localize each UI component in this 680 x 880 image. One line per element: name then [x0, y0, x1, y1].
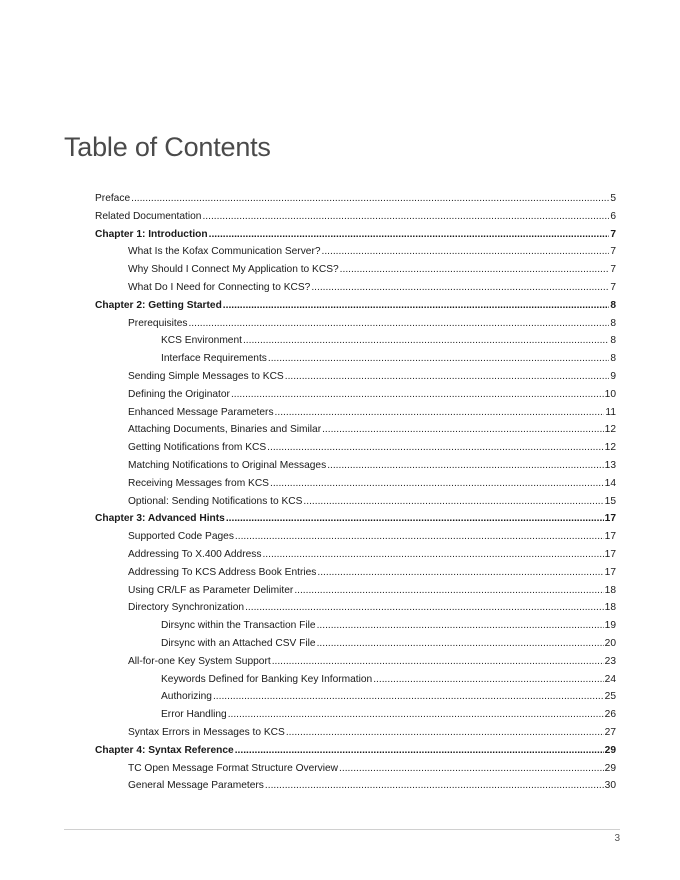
toc-entry-label: KCS Environment — [161, 335, 242, 347]
toc-entry[interactable] — [95, 653, 616, 671]
dot-leader — [243, 332, 609, 350]
toc-chapter-entry[interactable] — [95, 297, 616, 315]
dot-leader — [223, 297, 610, 315]
toc-entry-page-number: 8 — [610, 335, 616, 347]
toc-entry-page-number: 8 — [610, 299, 616, 311]
toc-entry[interactable] — [95, 190, 616, 208]
toc-entry-label: Authorizing — [161, 691, 212, 703]
toc-entry-page-number: 29 — [604, 762, 616, 774]
toc-entry-label: Optional: Sending Notifications to KCS — [128, 495, 303, 507]
toc-entry-page-number: 8 — [610, 353, 616, 365]
toc-entry-page-number: 24 — [604, 673, 616, 685]
toc-entry[interactable] — [95, 706, 616, 724]
dot-leader — [265, 777, 604, 795]
toc-entry-label: Dirsync with an Attached CSV File — [161, 637, 316, 649]
dot-leader — [317, 635, 604, 653]
toc-entry-label: Error Handling — [161, 709, 227, 721]
toc-entry-label: Chapter 2: Getting Started — [95, 299, 222, 311]
dot-leader — [322, 243, 610, 261]
toc-entry-page-number: 17 — [604, 531, 616, 543]
toc-entry-label: Receiving Messages from KCS — [128, 477, 269, 489]
toc-entry-label: Chapter 1: Introduction — [95, 228, 208, 240]
dot-leader — [373, 671, 603, 689]
toc-entry-label: Supported Code Pages — [128, 531, 234, 543]
toc-entry-page-number: 5 — [610, 193, 616, 204]
page-title: Table of Contents — [64, 132, 271, 162]
toc-entry-label: General Message Parameters — [128, 780, 264, 792]
toc-entry-page-number: 29 — [604, 744, 616, 756]
toc-entry[interactable] — [95, 599, 616, 617]
dot-leader — [270, 475, 604, 493]
toc-entry-label: TC Open Message Format Structure Overview — [128, 762, 339, 774]
toc-entry[interactable] — [95, 386, 616, 404]
toc-entry[interactable] — [95, 493, 616, 511]
toc-entry-page-number: 6 — [610, 210, 616, 222]
toc-entry[interactable] — [95, 724, 616, 742]
toc-entry-page-number: 12 — [604, 442, 616, 454]
toc-entry[interactable] — [95, 457, 616, 475]
toc-entry-page-number: 7 — [610, 246, 616, 258]
toc-entry-page-number: 18 — [604, 584, 616, 596]
footer-divider — [64, 829, 620, 830]
toc-entry-page-number: 17 — [604, 548, 616, 560]
toc-entry-label: Prerequisites — [128, 317, 188, 329]
toc-entry-page-number: 8 — [610, 317, 616, 329]
toc-entry-page-number: 7 — [610, 281, 616, 293]
toc-entry[interactable] — [95, 671, 616, 689]
dot-leader — [317, 617, 604, 635]
toc-entry-page-number: 11 — [605, 406, 616, 418]
toc-entry-page-number: 12 — [604, 424, 616, 436]
dot-leader — [131, 190, 609, 208]
dot-leader — [226, 510, 604, 528]
toc-entry-label: Matching Notifications to Original Messages — [128, 459, 327, 471]
toc-entry-label: Directory Synchronization — [128, 602, 245, 614]
toc-entry[interactable] — [95, 582, 616, 600]
dot-leader — [322, 421, 604, 439]
toc-entry-label: Attaching Documents, Binaries and Similar — [128, 424, 322, 436]
toc-entry-page-number: 17 — [604, 566, 616, 578]
toc-entry-page-number: 9 — [610, 370, 616, 382]
page-number: 3 — [614, 833, 620, 844]
dot-leader — [272, 653, 604, 671]
toc-entry[interactable] — [95, 332, 616, 350]
dot-leader — [235, 528, 604, 546]
dot-leader — [228, 706, 604, 724]
dot-leader — [311, 279, 609, 297]
toc-entry-label: Why Should I Connect My Application to KCS? — [128, 264, 339, 276]
dot-leader — [327, 457, 603, 475]
dot-leader — [245, 599, 604, 617]
dot-leader — [235, 742, 604, 760]
toc-entry-label: Defining the Originator — [128, 388, 230, 400]
toc-entry[interactable] — [95, 243, 616, 261]
toc-entry-label: Dirsync within the Transaction File — [161, 620, 316, 632]
toc-chapter-entry[interactable] — [95, 510, 616, 528]
toc-entry-page-number: 19 — [604, 620, 616, 632]
toc-entry-page-number: 26 — [604, 709, 616, 721]
toc-entry[interactable] — [95, 564, 616, 582]
toc-entry-label: Chapter 3: Advanced Hints — [95, 513, 225, 525]
dot-leader — [188, 315, 609, 333]
toc-entry-page-number: 14 — [604, 477, 616, 489]
toc-entry-page-number: 18 — [604, 602, 616, 614]
toc-entry-label: Keywords Defined for Banking Key Information — [161, 673, 373, 685]
toc-entry[interactable] — [95, 350, 616, 368]
toc-entry-page-number: 25 — [604, 691, 616, 703]
toc-entry-label: Getting Notifications from KCS — [128, 442, 267, 454]
dot-leader — [340, 261, 610, 279]
toc-entry[interactable] — [95, 617, 616, 635]
dot-leader — [285, 368, 610, 386]
toc-entry-label: Addressing To X.400 Address — [128, 548, 262, 560]
toc-entry[interactable] — [95, 475, 616, 493]
toc-entry[interactable] — [95, 688, 616, 706]
toc-entry-page-number: 17 — [604, 513, 616, 525]
toc-entry[interactable] — [95, 279, 616, 297]
toc-entry-page-number: 27 — [604, 726, 616, 738]
toc-entry-page-number: 7 — [610, 228, 616, 240]
toc-entry[interactable] — [95, 439, 616, 457]
toc-entry-label: Syntax Errors in Messages to KCS — [128, 726, 285, 738]
dot-leader — [317, 564, 603, 582]
toc-entry[interactable] — [95, 315, 616, 333]
toc-entry-label: What Is the Kofax Communication Server? — [128, 246, 321, 258]
toc-entry-page-number: 10 — [604, 388, 616, 400]
dot-leader — [268, 350, 609, 368]
toc-entry-page-number: 20 — [604, 637, 616, 649]
toc-entry[interactable] — [95, 777, 616, 795]
dot-leader — [262, 546, 603, 564]
dot-leader — [231, 386, 604, 404]
toc-entry[interactable] — [95, 208, 616, 226]
toc-entry[interactable] — [95, 546, 616, 564]
dot-leader — [294, 582, 603, 600]
toc-entry[interactable] — [95, 261, 616, 279]
toc-entry-label: Addressing To KCS Address Book Entries — [128, 566, 317, 578]
toc-entry-page-number: 15 — [604, 495, 616, 507]
toc-entry[interactable] — [95, 528, 616, 546]
toc-entry-label: Related Documentation — [95, 210, 202, 222]
toc-entry[interactable] — [95, 760, 616, 778]
toc-chapter-entry[interactable] — [95, 742, 616, 760]
toc-entry[interactable] — [95, 404, 616, 422]
toc-entry-label: All-for-one Key System Support — [128, 655, 271, 667]
toc-entry-label: Enhanced Message Parameters — [128, 406, 274, 418]
dot-leader — [202, 208, 609, 226]
table-of-contents — [95, 190, 616, 795]
toc-entry-label: Chapter 4: Syntax Reference — [95, 744, 234, 756]
toc-entry[interactable] — [95, 368, 616, 386]
dot-leader — [303, 493, 603, 511]
toc-entry-label: Sending Simple Messages to KCS — [128, 370, 284, 382]
toc-entry[interactable] — [95, 635, 616, 653]
toc-entry-page-number: 13 — [604, 459, 616, 471]
toc-entry-page-number: 23 — [604, 655, 616, 667]
dot-leader — [286, 724, 604, 742]
dot-leader — [267, 439, 604, 457]
toc-entry[interactable] — [95, 421, 616, 439]
toc-entry-label: Interface Requirements — [161, 353, 267, 365]
dot-leader — [213, 688, 604, 706]
toc-entry-page-number: 30 — [604, 780, 616, 792]
toc-entry-label: Preface — [95, 193, 131, 204]
toc-entry-page-number: 7 — [610, 264, 616, 276]
dot-leader — [339, 760, 604, 778]
toc-entry-label: Using CR/LF as Parameter Delimiter — [128, 584, 294, 596]
toc-entry-label: What Do I Need for Connecting to KCS? — [128, 281, 311, 293]
dot-leader — [275, 404, 605, 422]
dot-leader — [209, 226, 610, 244]
toc-chapter-entry[interactable] — [95, 226, 616, 244]
